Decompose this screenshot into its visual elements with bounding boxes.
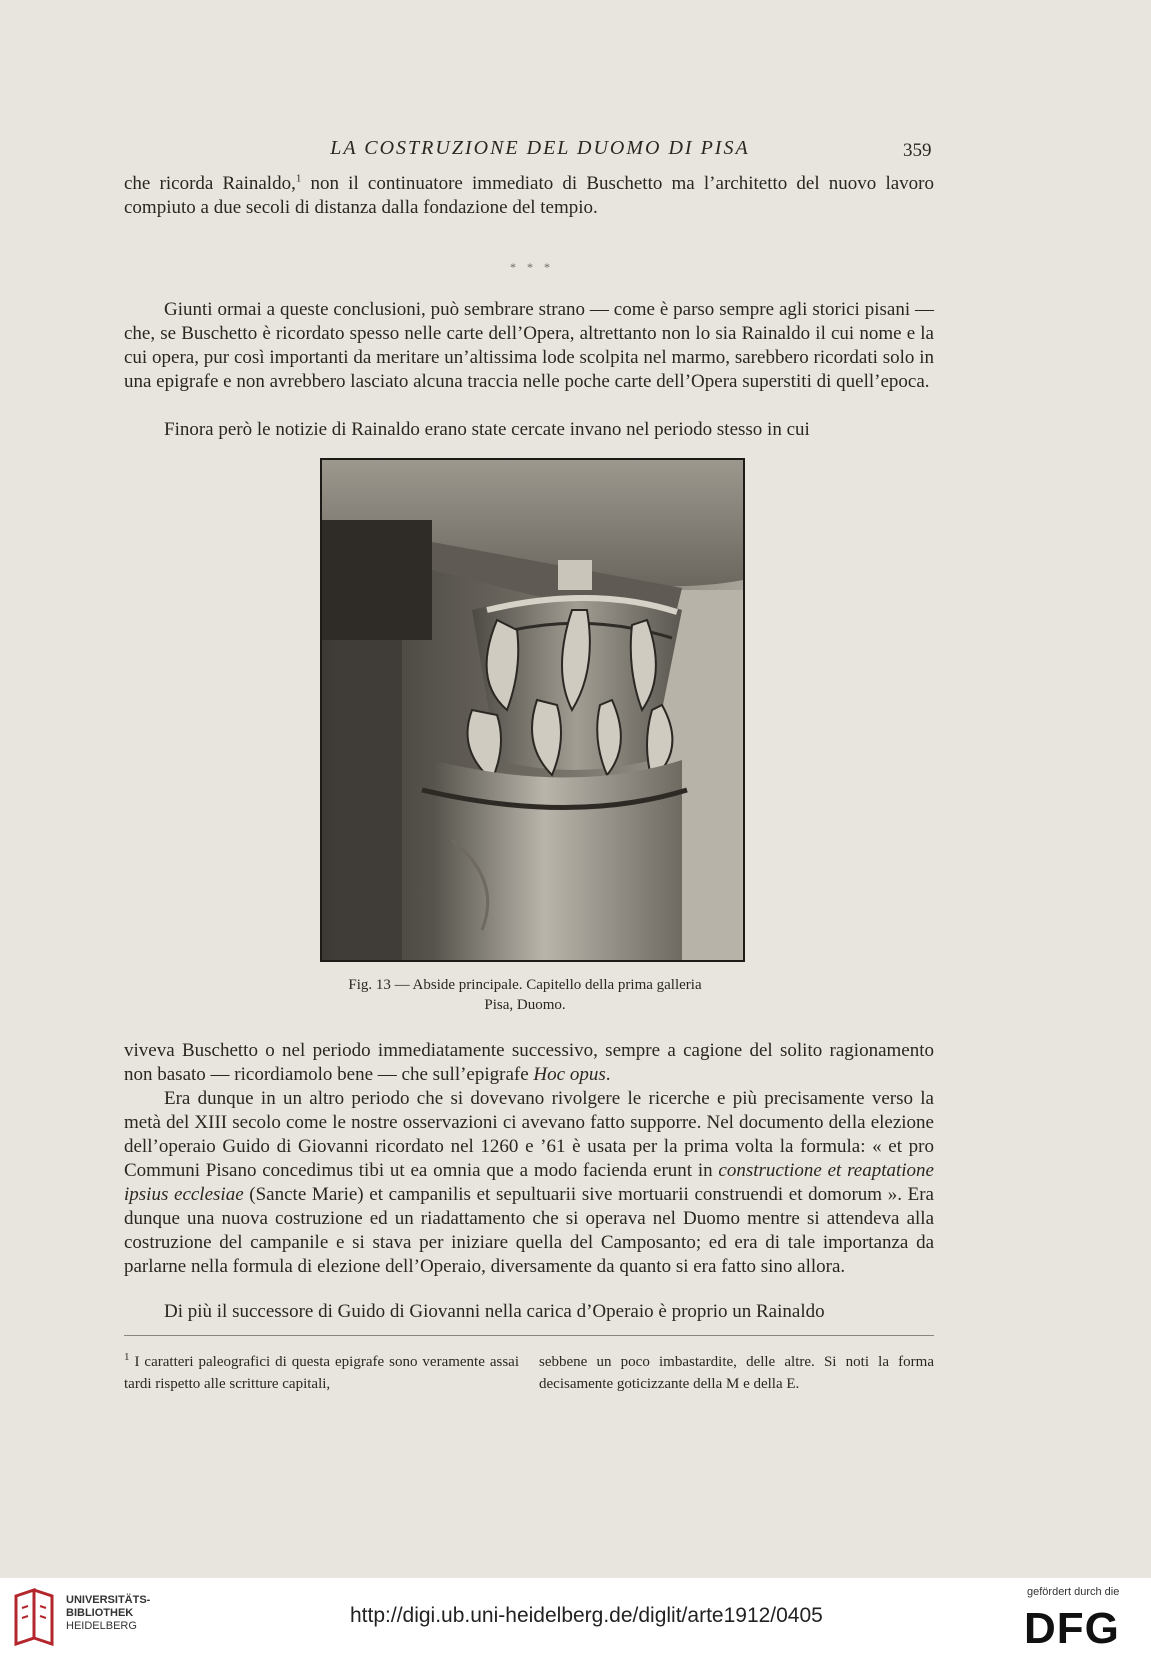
paragraph-1-text-b: non il continuatore immediato di Buschetto ma l’architetto del nuovo lavoro compiuto a due secoli di distanza dalla fondazione del tempio. (124, 173, 934, 218)
figure-capital-photo (320, 458, 745, 962)
funder-label: gefördert durch die (1027, 1586, 1120, 1598)
footnote-left-text: I caratteri paleografici di questa epigrafe sono veramente assai tardi rispetto alle scritture capitali, (124, 1354, 519, 1392)
source-url-link[interactable]: http://digi.ub.uni-heidelberg.de/diglit/arte1912/0405 (350, 1604, 823, 1627)
paragraph-2: Giunti ormai a queste conclusioni, può sembrare strano — come è parso sempre agli storici pisani — che, se Buschetto è ricordato spesso nelle carte dell’Opera, altrettanto non lo sia Rainaldo il cui nome e la cui opera, pur così importanti da meritare un’altissima lode scolpita nel marmo, sarebbero ricordati solo in una epigrafe e non avrebbero lasciato alcuna traccia nelle poche carte dell’Opera superstiti di quell’epoca. (124, 299, 934, 392)
paragraph-5-text-a: Era dunque in un altro periodo che si dovevano rivolgere le ricerche e più precisamente verso la metà del XIII secolo come le nostre osservazioni ci avevano fatto supporre. Nel documento della elezione dell’operaio Guido di Giovanni ricordato nel 1260 e ’61 è usata per la prima volta la formula: « et pro Communi Pisano concedimus tibi ut ea omnia que a modo facienda erunt in (124, 1088, 934, 1181)
library-name (66, 1594, 150, 1633)
paragraph-6: Di più il successore di Guido di Giovanni nella carica d’Operaio è proprio un Rainaldo (164, 1301, 825, 1322)
paragraph-5-text-b: (Sancte Marie) et campanilis et sepultuarii sive mortuarii construendi et domorum ». Era dunque una nuova costruzione ed un riadattamento che si operava nel Duomo mentre si attendeva alla costruzione del campanile e si stava per iniziare quella del Camposanto; ed era di tale importanza da parlarne nella formula di elezione dell’Operaio, diversamente da quanto si era fatto sino allora. (124, 1184, 934, 1277)
paragraph-3: Finora però le notizie di Rainaldo erano state cercate invano nel periodo stesso in cui (164, 419, 810, 440)
library-name-line-1: UNIVERSITÄTS- (66, 1594, 151, 1606)
figure-caption-line-2: Pisa, Duomo. (484, 997, 566, 1013)
footnote-reference: 1 (295, 172, 302, 185)
paragraph-5 (124, 1087, 934, 1279)
paragraph-5-italic: constructione et reaptatione ipsius ecclesiae (124, 1160, 934, 1205)
paragraph-4-text-b: . (605, 1064, 611, 1085)
footer-bar (0, 1578, 1151, 1658)
dfg-logo: DFG (1024, 1604, 1120, 1653)
figure-caption-line-1: Fig. 13 — Abside principale. Capitello della prima galleria (348, 977, 702, 993)
figure-caption (250, 975, 800, 1015)
university-library-logo-icon (12, 1588, 56, 1646)
paragraph-4-italic: Hoc opus (533, 1064, 606, 1085)
section-separator: * * * (510, 260, 554, 274)
footnote-rule (124, 1335, 934, 1336)
library-name-line-3: HEIDELBERG (66, 1620, 137, 1632)
footnote-left (124, 1351, 519, 1395)
page-number: 359 (903, 140, 932, 161)
footnote-right: sebbene un poco imbastardite, delle altre. Si noti la forma decisamente goticizzante della M e della E. (539, 1354, 934, 1392)
capital-photo-illustration (322, 460, 743, 960)
footnote-mark: 1 (124, 1351, 130, 1363)
paragraph-1 (124, 172, 934, 220)
paragraph-4 (124, 1039, 934, 1087)
paragraph-4-text-a: viveva Buschetto o nel periodo immediatamente successivo, sempre a cagione del solito ragionamento non basato — ricordiamolo bene — che sull’epigrafe (124, 1040, 934, 1085)
paragraph-1-text-a: che ricorda Rainaldo, (124, 173, 296, 194)
library-name-line-2: BIBLIOTHEK (66, 1607, 134, 1619)
running-head: LA COSTRUZIONE DEL DUOMO DI PISA (330, 137, 750, 159)
